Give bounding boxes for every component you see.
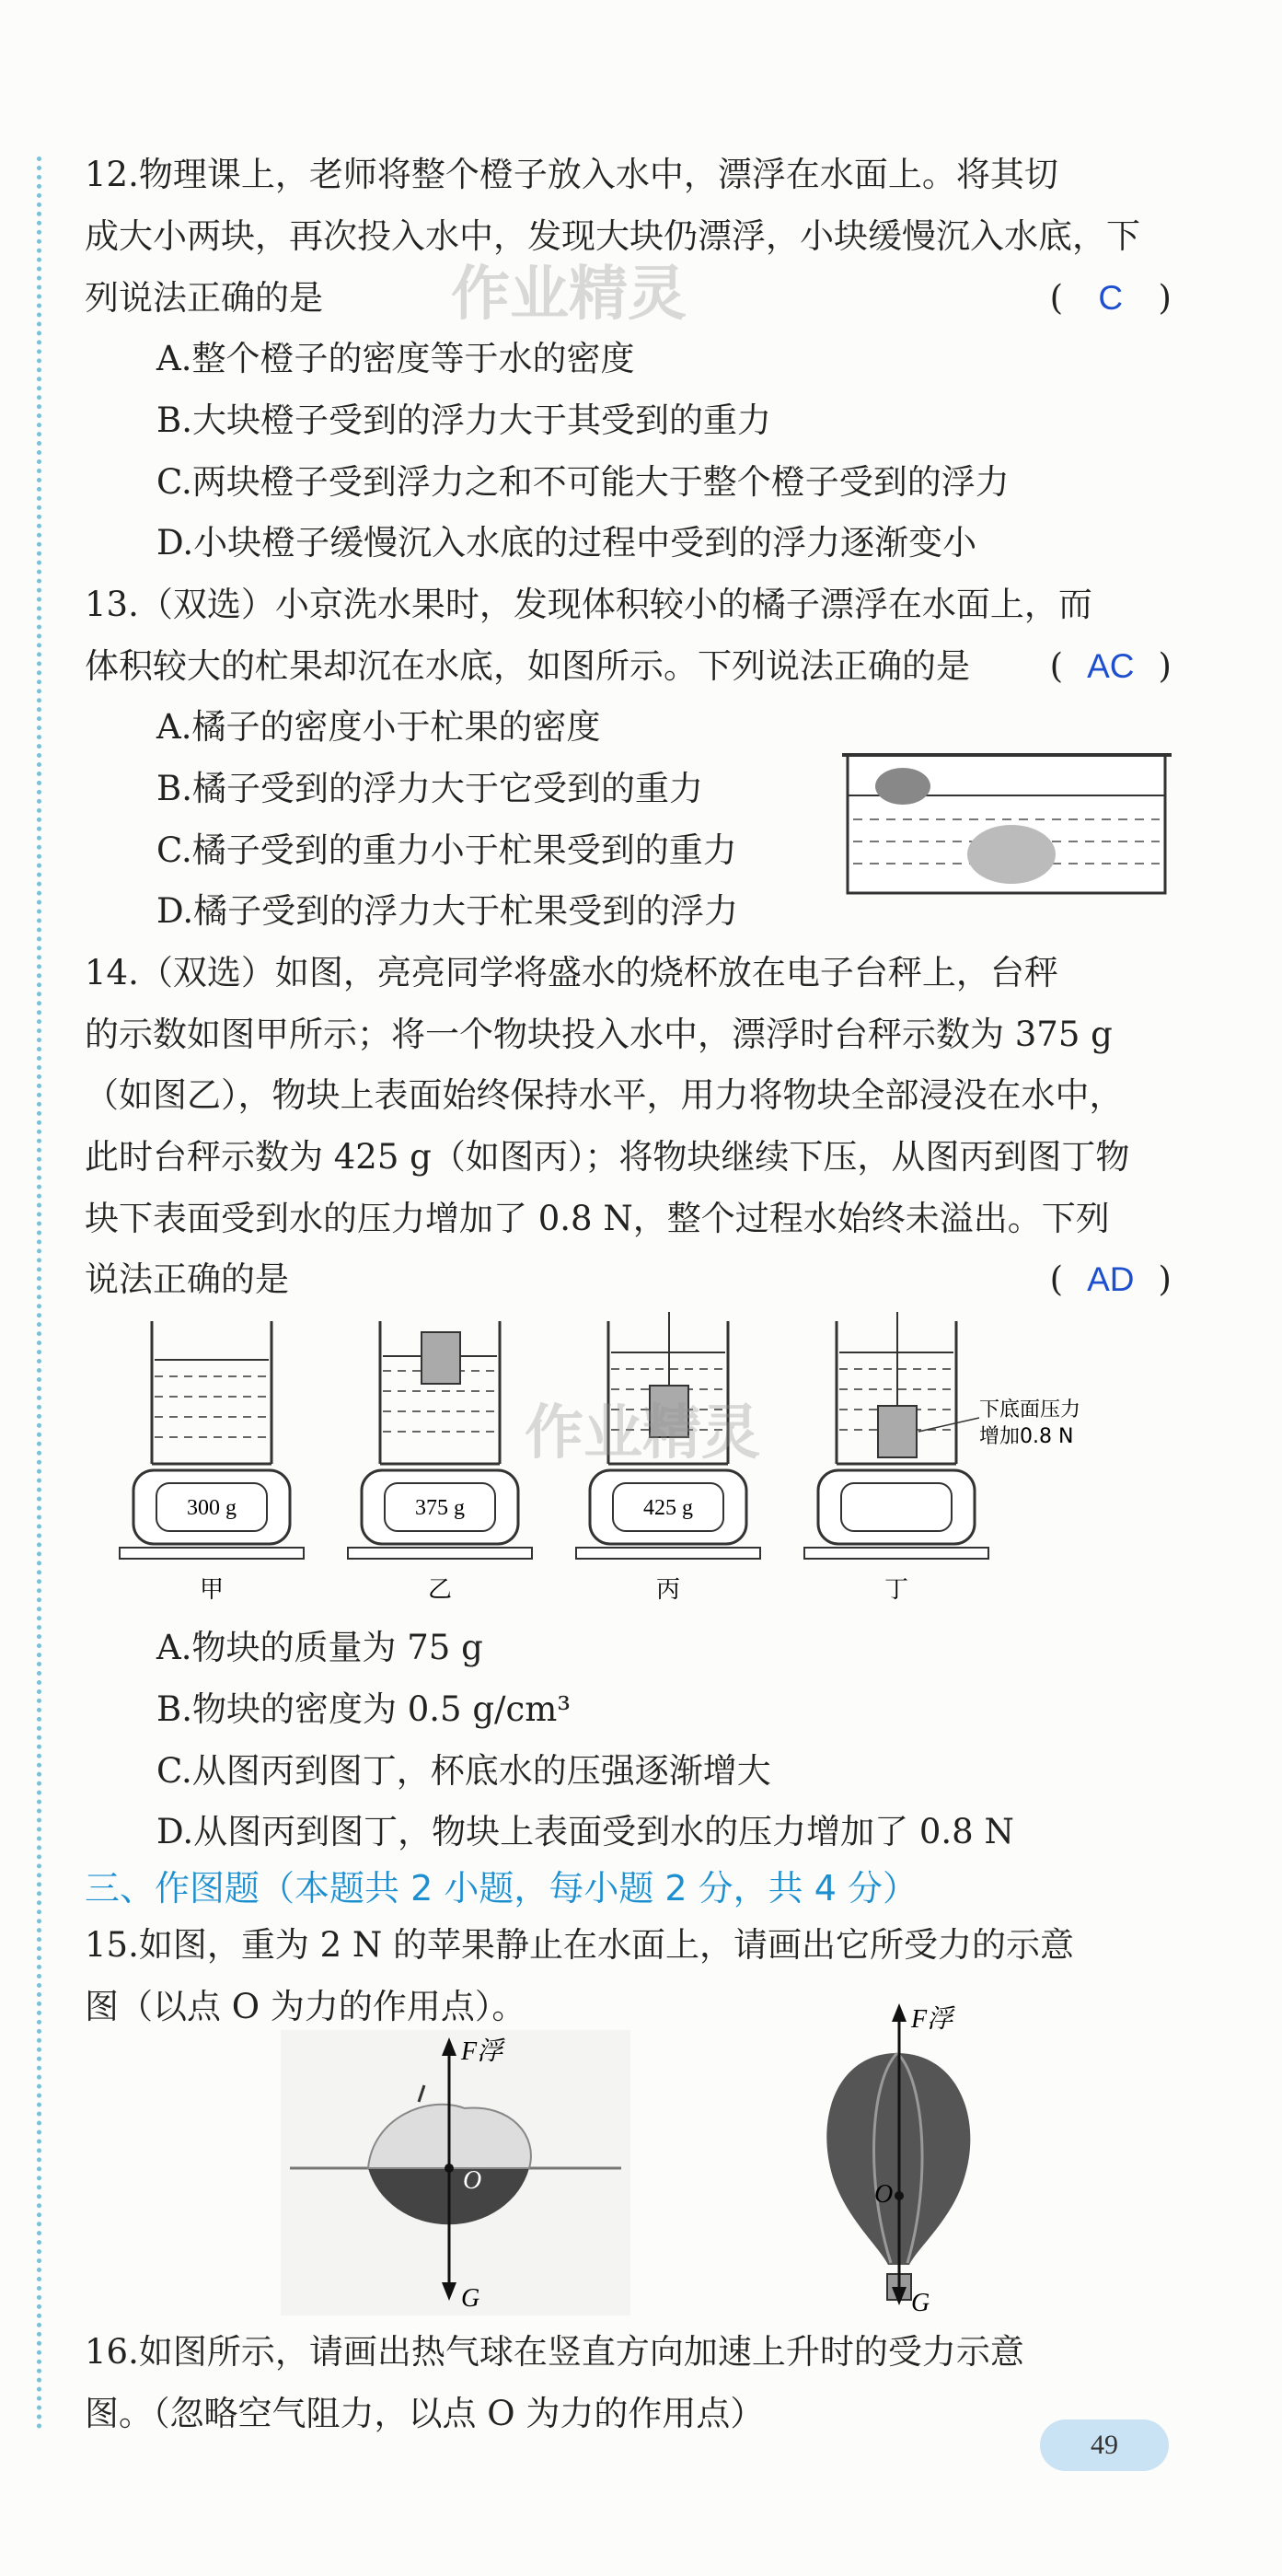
- note-line-1: 下底面压力: [979, 1398, 1081, 1421]
- q12-answer-value: C: [1098, 279, 1124, 317]
- note-line-2: 增加0.8 N: [979, 1425, 1074, 1448]
- q15-apple-figure: [281, 2030, 630, 2315]
- q14-answer-value: AD: [1087, 1260, 1135, 1298]
- figure-yi: [348, 1321, 532, 1604]
- q14-line-2: 的示数如图甲所示；将一个物块投入水中，漂浮时台秤示数为 375 g: [85, 1015, 1113, 1054]
- q13-option-a: A.橘子的密度小于杧果的密度: [156, 707, 601, 747]
- q14-line-1: 14.（双选）如图，亮亮同学将盛水的烧杯放在电子台秤上，台秤: [85, 953, 1058, 992]
- orange-shape: [875, 768, 930, 805]
- q14-line-4: 此时台秤示数为 425 g（如图丙）；将物块继续下压，从图丙到图丁物: [85, 1137, 1130, 1177]
- q12-answer: ( C ): [1050, 275, 1172, 321]
- q15-gravity-label: G: [461, 2284, 480, 2313]
- reading-bing: 425 g: [643, 1496, 693, 1520]
- label-jia: 甲: [199, 1576, 225, 1604]
- q13-line-2: 体积较大的杧果却沉在水底，如图所示。下列说法正确的是: [85, 646, 970, 686]
- q14-line-6: 说法正确的是: [85, 1259, 289, 1299]
- q12-line-3: 列说法正确的是: [85, 278, 323, 318]
- q14-option-d: D.从图丙到图丁，物块上表面受到水的压力增加了 0.8 N: [156, 1812, 1014, 1851]
- q16-gravity-label: G: [911, 2289, 930, 2317]
- q14-option-c: C.从图丙到图丁，杯底水的压强逐渐增大: [156, 1751, 771, 1791]
- q13-fruit-basin-figure: [842, 746, 1173, 907]
- q12-option-b: B.大块橙子受到的浮力大于其受到的重力: [156, 400, 771, 440]
- q14-line-5: 块下表面受到水的压力增加了 0.8 N，整个过程水始终未溢出。下列: [85, 1199, 1110, 1238]
- q15-line-2: 图（以点 O 为力的作用点）。: [85, 1987, 526, 2026]
- q13-line-1: 13.（双选）小京洗水果时，发现体积较小的橘子漂浮在水面上，而: [85, 585, 1092, 624]
- q16-line-2: 图。（忽略空气阻力，以点 O 为力的作用点）: [85, 2394, 765, 2433]
- q13-option-b: B.橘子受到的浮力大于它受到的重力: [156, 769, 703, 808]
- q16-line-1: 16.如图所示，请画出热气球在竖直方向加速上升时的受力示意: [85, 2332, 1024, 2372]
- q15-buoyancy-label: F浮: [461, 2037, 503, 2066]
- q16-buoyancy-label: F浮: [911, 2005, 953, 2034]
- label-yi: 乙: [427, 1576, 453, 1604]
- section-3-heading: 三、作图题（本题共 2 小题，每小题 2 分，共 4 分）: [85, 1868, 918, 1909]
- q14-answer: ( AD ): [1050, 1257, 1172, 1303]
- q15-point-label: O: [463, 2166, 482, 2195]
- page-number: 49: [1040, 2419, 1169, 2471]
- q12-option-c: C.两块橙子受到浮力之和不可能大于整个橙子受到的浮力: [156, 462, 1010, 502]
- q16-balloon-figure: [810, 1998, 994, 2320]
- reading-jia: 300 g: [187, 1496, 237, 1520]
- margin-dotted-line: [37, 157, 41, 2431]
- q13-option-c: C.橘子受到的重力小于杧果受到的重力: [156, 830, 737, 870]
- q16-point-label: O: [874, 2180, 894, 2209]
- q14-option-a: A.物块的质量为 75 g: [156, 1628, 483, 1667]
- mango-shape: [967, 825, 1056, 884]
- q13-answer: ( AC ): [1050, 644, 1172, 690]
- q12-line-1: 12.物理课上，老师将整个橙子放入水中，漂浮在水面上。将其切: [85, 155, 1058, 194]
- q13-answer-value: AC: [1087, 647, 1135, 685]
- label-ding: 丁: [884, 1576, 909, 1604]
- figure-ding: [804, 1312, 1080, 1604]
- figure-jia: [120, 1321, 304, 1604]
- q14-line-3: （如图乙），物块上表面始终保持水平，用力将物块全部浸没在水中，: [85, 1075, 1124, 1115]
- label-bing: 丙: [655, 1576, 681, 1604]
- q13-option-d: D.橘子受到的浮力大于杧果受到的浮力: [156, 891, 739, 931]
- reading-yi: 375 g: [415, 1496, 465, 1520]
- watermark: 作业精灵: [451, 261, 687, 329]
- q15-line-1: 15.如图，重为 2 N 的苹果静止在水面上，请画出它所受力的示意: [85, 1925, 1075, 1965]
- watermark-2: 作业精灵: [525, 1399, 760, 1468]
- q12-option-a: A.整个橙子的密度等于水的密度: [156, 339, 635, 378]
- q12-option-d: D.小块橙子缓慢沉入水底的过程中受到的浮力逐渐变小: [156, 523, 977, 563]
- q14-option-b: B.物块的密度为 0.5 g/cm³: [156, 1689, 572, 1729]
- q12-line-2: 成大小两块，再次投入水中，发现大块仍漂浮，小块缓慢沉入水底，下: [85, 216, 1140, 256]
